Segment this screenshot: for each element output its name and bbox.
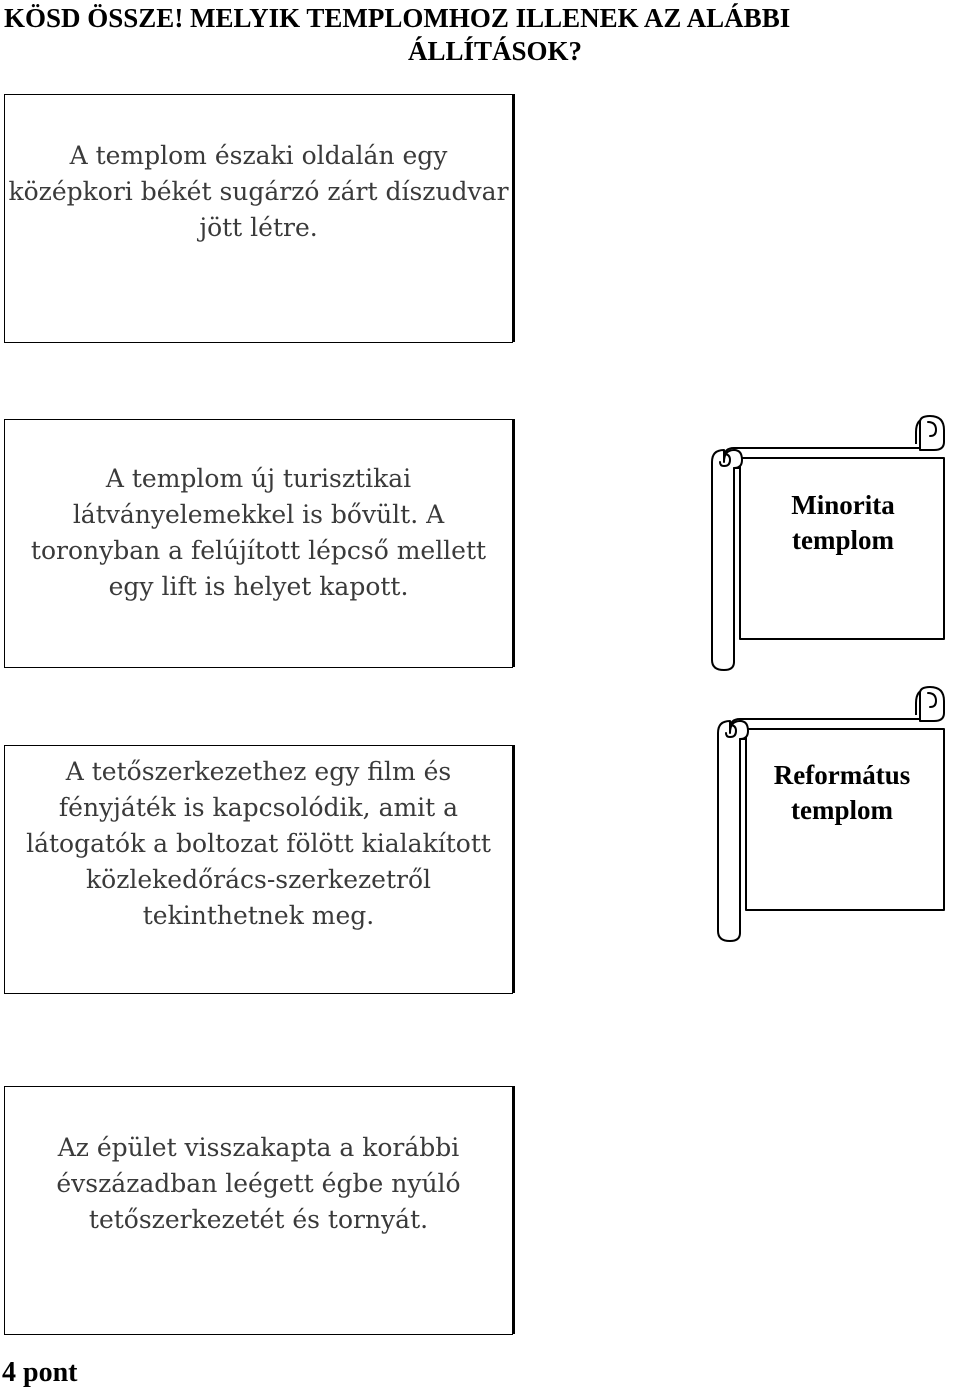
statement-line: látogatók a boltozat fölött kialakított (26, 829, 491, 858)
statement-line: A templom új turisztikai (105, 464, 412, 493)
church-label (740, 488, 946, 558)
statement-card-4[interactable] (4, 1086, 515, 1337)
church-scroll-minorita[interactable] (708, 414, 960, 672)
page-title (0, 2, 960, 68)
statement-line: A templom északi oldalán egy (69, 141, 448, 170)
statement-line: középkori békét sugárzó zárt díszudvar (8, 177, 509, 206)
statement-text (4, 138, 513, 246)
church-name-line2: templom (792, 525, 894, 555)
statement-line: tetőszerkezetét és tornyát. (88, 1205, 429, 1234)
statement-line: egy lift is helyet kapott. (108, 572, 409, 601)
statement-line: jött létre. (199, 213, 318, 242)
statement-line: A tetőszerkezethez egy film és (65, 757, 452, 786)
statement-text (4, 754, 513, 934)
statement-text (4, 461, 513, 605)
title-line-2: ÁLLÍTÁSOK? (408, 36, 583, 66)
statement-card-2[interactable] (4, 419, 515, 670)
statement-text (4, 1130, 513, 1238)
church-scroll-reformatus[interactable] (714, 685, 960, 943)
church-label (740, 758, 944, 828)
church-name-line1: Református (773, 760, 911, 790)
church-name-line1: Minorita (791, 490, 895, 520)
statement-line: tekinthetnek meg. (142, 901, 375, 930)
statement-card-3[interactable] (4, 745, 515, 996)
statement-line: közlekedőrács-szerkezetről (86, 865, 431, 894)
statement-line: látványelemekkel is bővült. A (72, 500, 445, 529)
statement-line: toronyban a felújított lépcső mellett (30, 536, 487, 565)
statement-line: Az épület visszakapta a korábbi (57, 1133, 460, 1162)
statement-line: fényjáték is kapcsolódik, amit a (58, 793, 459, 822)
church-name-line2: templom (791, 795, 893, 825)
title-line-1: KÖSD ÖSSZE! MELYIK TEMPLOMHOZ ILLENEK AZ ALÁBBI (4, 3, 791, 33)
statement-line: évszázadban leégett égbe nyúló (56, 1169, 461, 1198)
statement-card-1[interactable] (4, 94, 515, 345)
points-label: 4 pont (2, 1357, 78, 1388)
